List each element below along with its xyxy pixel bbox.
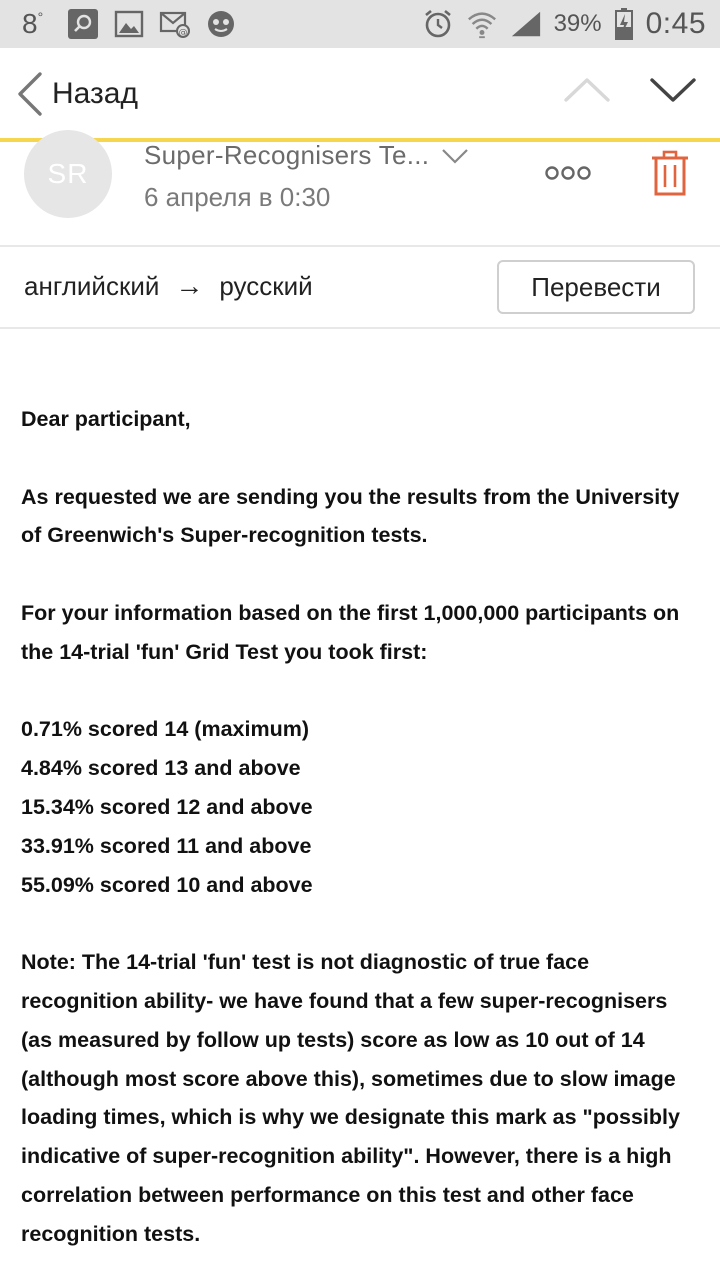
down-chevron-icon bbox=[648, 70, 698, 110]
email-body bbox=[21, 400, 701, 1280]
back-label: Назад bbox=[52, 77, 138, 110]
info-paragraph: For your information based on the first 1,000,000 participants on the 14-trial 'fun' Grid Test you took first: bbox=[21, 600, 680, 664]
nav-bar bbox=[0, 48, 720, 142]
more-dots-icon bbox=[545, 165, 591, 181]
source-language: английский bbox=[24, 270, 160, 301]
status-bar-right bbox=[422, 0, 706, 48]
stat-line: 55.09% scored 10 and above bbox=[21, 872, 313, 897]
battery-charging-icon bbox=[614, 8, 634, 40]
back-button[interactable] bbox=[14, 66, 138, 122]
translate-bar bbox=[0, 248, 720, 328]
signal-icon bbox=[510, 8, 542, 40]
stat-line: 0.71% scored 14 (maximum) bbox=[21, 717, 309, 742]
shield-icon bbox=[205, 8, 237, 40]
translate-button[interactable]: Перевести bbox=[497, 260, 695, 314]
avatar: SR bbox=[24, 130, 112, 218]
greeting: Dear participant, bbox=[21, 407, 191, 431]
trash-icon bbox=[650, 150, 690, 196]
more-options-button[interactable] bbox=[540, 158, 596, 188]
up-chevron-icon bbox=[562, 70, 612, 110]
stat-line: 4.84% scored 13 and above bbox=[21, 756, 301, 781]
back-chevron-icon bbox=[14, 71, 44, 117]
stats-list bbox=[21, 710, 701, 904]
svg-text:@: @ bbox=[178, 28, 188, 38]
next-message-button[interactable] bbox=[648, 70, 704, 120]
previous-message-button[interactable] bbox=[562, 70, 618, 120]
note-paragraph: Note: The 14-trial 'fun' test is not diagnostic of true face recognition ability- we have found that a few super-recognisers (as measured by follow up tests) score as low as 10 out of 14 (although most score above this), sometimes due to slow image loading times, which is why we designate this mark as "possibly indicative of super-recognition ability". However, there is a high correlation between performance on this test and other face recognition tests. bbox=[21, 950, 680, 1246]
clock: 0:45 bbox=[645, 7, 706, 40]
language-pair[interactable] bbox=[24, 270, 313, 302]
divider bbox=[0, 327, 720, 329]
battery-percent: 39% bbox=[553, 10, 602, 37]
sender-header bbox=[0, 140, 720, 246]
sender-name: Super-Recognisers Te... bbox=[144, 140, 430, 170]
arrow-right-icon: → bbox=[175, 270, 204, 301]
intro-paragraph: As requested we are sending you the results from the University of Greenwich's Super-recognition tests. bbox=[21, 484, 680, 548]
email-icon bbox=[159, 8, 191, 40]
sender-date: 6 апреля в 0:30 bbox=[144, 182, 331, 212]
stat-line: 15.34% scored 12 and above bbox=[21, 794, 313, 819]
delete-button[interactable] bbox=[650, 150, 694, 198]
search-box-icon bbox=[67, 8, 99, 40]
temperature: 8° bbox=[22, 8, 44, 39]
divider bbox=[0, 245, 720, 247]
status-bar bbox=[0, 0, 720, 48]
alarm-icon bbox=[422, 8, 454, 40]
gallery-icon bbox=[113, 8, 145, 40]
wifi-icon bbox=[466, 8, 498, 40]
stat-line: 33.91% scored 11 and above bbox=[21, 833, 312, 858]
target-language: русский bbox=[219, 270, 313, 301]
status-bar-left bbox=[22, 0, 237, 48]
chevron-down-icon bbox=[441, 147, 469, 165]
sender-details-toggle[interactable] bbox=[144, 140, 469, 171]
